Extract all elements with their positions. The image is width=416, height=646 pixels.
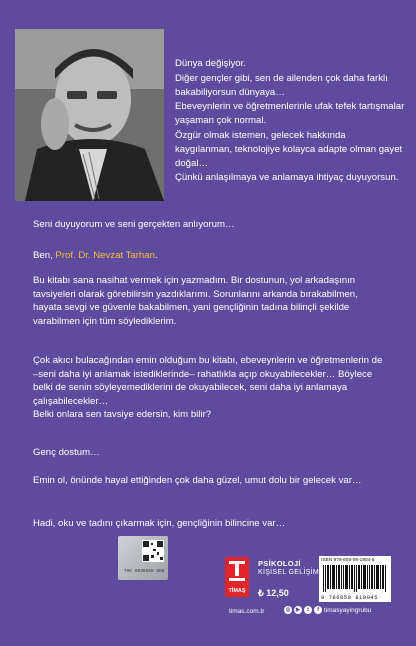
recommend-text: Belki onlara sen tavsiye edersin, kim bilir? [33, 409, 212, 421]
instagram-icon[interactable]: ◎ [285, 607, 291, 613]
youtube-icon[interactable]: ▶ [295, 607, 301, 613]
closing-text: Hadi, oku ve tadını çıkarmak için, gençliğinin bilincine var… [33, 518, 286, 529]
purpose-paragraph [33, 274, 388, 328]
social-handle[interactable]: timasyayingrubu [324, 606, 372, 614]
author-photo [15, 29, 164, 201]
friend-text: Genç dostum… [33, 447, 100, 458]
barcode-number: 9 786050 819045 [321, 594, 379, 601]
intro-line: Diğer gençler gibi, sen de ailenden çok daha farklı bakabiliyorsun dünyaya… [175, 72, 388, 98]
website-link[interactable]: timas.com.tr [229, 608, 265, 615]
publisher-logo [225, 557, 249, 597]
price-label: ₺ 12,50 [258, 588, 289, 598]
intro-line: Ebeveynlerin ve öğretmenlerinle ufak tefek tartışmalar yaşaman çok normal. [175, 101, 405, 127]
future-paragraph [33, 474, 388, 488]
intro-line: Çünkü anlaşılmaya ve anlamaya ihtiyaç duyuyorsun. [175, 172, 399, 184]
understand-line [33, 218, 388, 232]
author-name: Prof. Dr. Nevzat Tarhan [55, 250, 155, 261]
twitter-icon[interactable]: t [304, 606, 312, 614]
future-text: Emin ol, önünde hayal ettiğinden çok daha güzel, umut dolu bir gelecek var… [33, 475, 362, 486]
social-links [284, 606, 371, 614]
isbn-text: ISBN 978-605-08-1904-5 [321, 558, 375, 563]
author-suffix: . [154, 250, 158, 261]
price-sticker [118, 536, 168, 580]
intro-line: Özgür olmak istemen, gelecek hakkında kaygılanman, teknolojiye kolayca adapte olman gayet doğal… [175, 129, 403, 169]
book-paragraph [33, 354, 388, 422]
friend-line [33, 446, 388, 460]
closing-line [33, 517, 388, 531]
book-text: Çok akıcı bulacağından emin olduğum bu kitabı, ebeveynlerin ve öğretmenlerin de –seni daha iyi anlamak istediklerinde– rahatlıkla açıp okuyabilecekler… Böylece belki de senin söyleyemediklerini de okuyabilecek, seni daha iyi anlamaya çalışabilecekler… [33, 355, 383, 407]
publisher-logo-label: TİMAŞ [228, 588, 246, 594]
barcode [319, 556, 391, 602]
purpose-text: Bu kitabı sana nasihat vermek için yazmadım. Bir dostunun, yol arkadaşının tavsiyeleri olarak görebilirsin yazdıklarımı. Sorunlarını arkanda bırakabilmen, hayata sevgi ve güvenle bakabilmen, yani gençliğinin tadına bilinçli şekilde varabilmen için tüm söylediklerim. [33, 275, 358, 327]
facebook-icon[interactable]: f [314, 606, 322, 614]
subcategory-label: KİŞİSEL GELİŞİM [258, 569, 320, 576]
barcode-icon [323, 565, 387, 592]
intro-line: Dünya değişiyor. [175, 58, 246, 69]
qr-code-icon [142, 540, 164, 562]
author-line [33, 249, 388, 263]
publisher-logo-icon [229, 561, 245, 583]
intro-block [175, 57, 405, 185]
author-prefix: Ben, [33, 250, 56, 261]
understand-text: Seni duyuyorum ve seni gerçekten anlıyorum… [33, 219, 235, 230]
sticker-text: THG 0836568 GE8 [124, 569, 165, 574]
category-label: PSİKOLOJİ [258, 559, 301, 568]
